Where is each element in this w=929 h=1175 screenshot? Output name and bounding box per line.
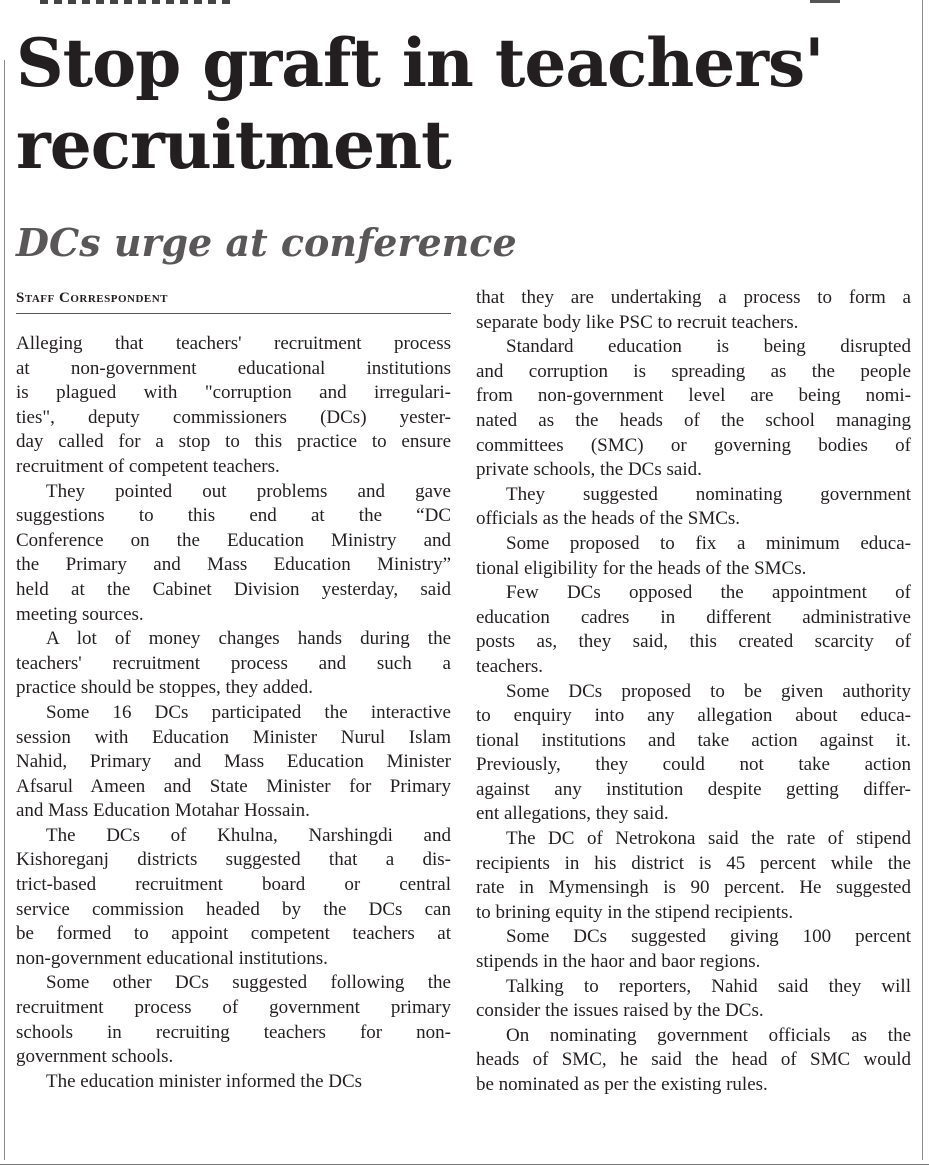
text-line: education cadres in different administrative	[476, 606, 911, 628]
article-paragraph	[476, 680, 911, 828]
text-line: be nominated as per the existing rules.	[476, 1074, 768, 1095]
text-line: Previously, they could not take action	[476, 754, 911, 776]
text-line: and corruption is spreading as the people	[476, 360, 911, 382]
text-line: to enquiry into any allegation about educa-	[476, 705, 911, 727]
text-line: posts as, they said, this created scarcity of	[476, 631, 911, 653]
right-border-rule	[922, 0, 923, 1160]
clipped-header-remnant-right	[810, 0, 840, 3]
text-line: private schools, the DCs said.	[476, 459, 702, 481]
byline-divider	[16, 313, 451, 314]
text-line: and Mass Education Motahar Hossain.	[16, 800, 310, 822]
text-line: Some other DCs suggested following the	[46, 972, 451, 994]
text-line: heads of SMC, he said the head of SMC would	[476, 1049, 911, 1071]
text-line: recruitment of competent teachers.	[16, 455, 280, 477]
text-line: Kishoreganj districts suggested that a dis-	[16, 849, 451, 871]
article-paragraph	[476, 975, 911, 1024]
text-line: to brining equity in the stipend recipients.	[476, 901, 794, 923]
text-line: The DCs of Khulna, Narshingdi and	[46, 824, 451, 846]
text-line: against any institution despite getting differ-	[476, 778, 911, 800]
article-paragraph	[16, 480, 451, 628]
text-line: be formed to appoint competent teachers at	[16, 923, 451, 945]
text-line: from non-government level are being nomi-	[476, 385, 911, 407]
left-border-rule	[4, 60, 5, 1160]
text-line: teachers' recruitment process and such a	[16, 652, 451, 674]
text-line: suggestions to this end at the “DC	[16, 505, 451, 527]
subheadline: DCs urge at conference	[16, 220, 517, 265]
article-paragraph	[476, 1024, 911, 1098]
article-paragraph	[476, 335, 911, 483]
byline: Staff Correspondent	[16, 290, 169, 306]
text-line: meeting sources.	[16, 603, 144, 625]
text-line: is plagued with "corruption and irregulari-	[16, 382, 451, 404]
text-line: On nominating government officials as the	[506, 1024, 911, 1046]
text-line: Some DCs suggested giving 100 percent	[506, 926, 911, 948]
text-line: service commission headed by the DCs can	[16, 898, 451, 920]
text-line: schools in recruiting teachers for non-	[16, 1021, 451, 1043]
text-line: separate body like PSC to recruit teachers.	[476, 311, 799, 333]
text-line: The education minister informed the DCs	[46, 1070, 363, 1092]
headline-line: recruitment	[16, 106, 451, 184]
text-line: the Primary and Mass Education Ministry”	[16, 554, 451, 576]
text-line: recruitment process of government primary	[16, 997, 451, 1019]
text-line: session with Education Minister Nurul Islam	[16, 726, 451, 748]
text-line: practice should be stoppes, they added.	[16, 677, 314, 699]
text-line: Nahid, Primary and Mass Education Minister	[16, 751, 451, 773]
article-paragraph	[476, 827, 911, 925]
text-line: stipends in the haor and baor regions.	[476, 951, 761, 973]
text-line: ent allegations, they said.	[476, 803, 669, 825]
text-line: Conference on the Education Ministry and	[16, 529, 451, 551]
text-line: non-government educational institutions.	[16, 947, 328, 969]
text-line: held at the Cabinet Division yesterday, said	[16, 578, 451, 600]
text-line: They suggested nominating government	[506, 483, 911, 505]
bottom-border-rule	[0, 1164, 929, 1165]
text-line: committees (SMC) or governing bodies of	[476, 434, 911, 456]
text-line: officials as the heads of the SMCs.	[476, 508, 741, 530]
text-line: They pointed out problems and gave	[46, 480, 451, 502]
article-column-1	[16, 332, 451, 1094]
article-paragraph	[476, 483, 911, 532]
article-paragraph	[16, 627, 451, 701]
article-column-2	[476, 286, 911, 1098]
clipped-header-remnant	[40, 0, 230, 4]
article-paragraph	[476, 925, 911, 974]
text-line: that they are undertaking a process to form a	[476, 287, 911, 308]
text-line: tional eligibility for the heads of the SMCs.	[476, 557, 807, 579]
text-line: trict-based recruitment board or central	[16, 874, 451, 896]
text-line: Some DCs proposed to be given authority	[506, 680, 911, 702]
headline-line: Stop graft in teachers'	[16, 24, 824, 102]
text-line: tional institutions and take action against it.	[476, 729, 911, 751]
text-line: teachers.	[476, 655, 543, 677]
article-paragraph	[476, 532, 911, 581]
article-paragraph	[476, 286, 911, 335]
text-line: government schools.	[16, 1046, 174, 1068]
text-line: ties", deputy commissioners (DCs) yester-	[16, 406, 451, 428]
text-line: at non-government educational institutions	[16, 357, 451, 379]
article-paragraph	[16, 824, 451, 972]
text-line: recipients in his district is 45 percent while the	[476, 852, 911, 874]
headline	[16, 22, 916, 186]
article-paragraph	[16, 332, 451, 480]
text-line: Afsarul Ameen and State Minister for Primary	[16, 775, 451, 797]
text-line: Some 16 DCs participated the interactive	[46, 701, 451, 723]
text-line: Some proposed to fix a minimum educa-	[506, 532, 911, 554]
text-line: The DC of Netrokona said the rate of stipend	[506, 828, 911, 850]
article-paragraph	[476, 581, 911, 679]
article-paragraph	[16, 1070, 451, 1095]
text-line: consider the issues raised by the DCs.	[476, 1000, 764, 1022]
text-line: Alleging that teachers' recruitment process	[16, 333, 451, 354]
text-line: Talking to reporters, Nahid said they will	[506, 975, 911, 997]
text-line: A lot of money changes hands during the	[46, 628, 451, 650]
text-line: rate in Mymensingh is 90 percent. He suggested	[476, 877, 911, 899]
text-line: Few DCs opposed the appointment of	[506, 582, 911, 604]
text-line: nated as the heads of the school managing	[476, 409, 911, 431]
text-line: Standard education is being disrupted	[506, 336, 911, 358]
text-line: day called for a stop to this practice to ensure	[16, 431, 451, 453]
article-paragraph	[16, 701, 451, 824]
article-paragraph	[16, 971, 451, 1069]
